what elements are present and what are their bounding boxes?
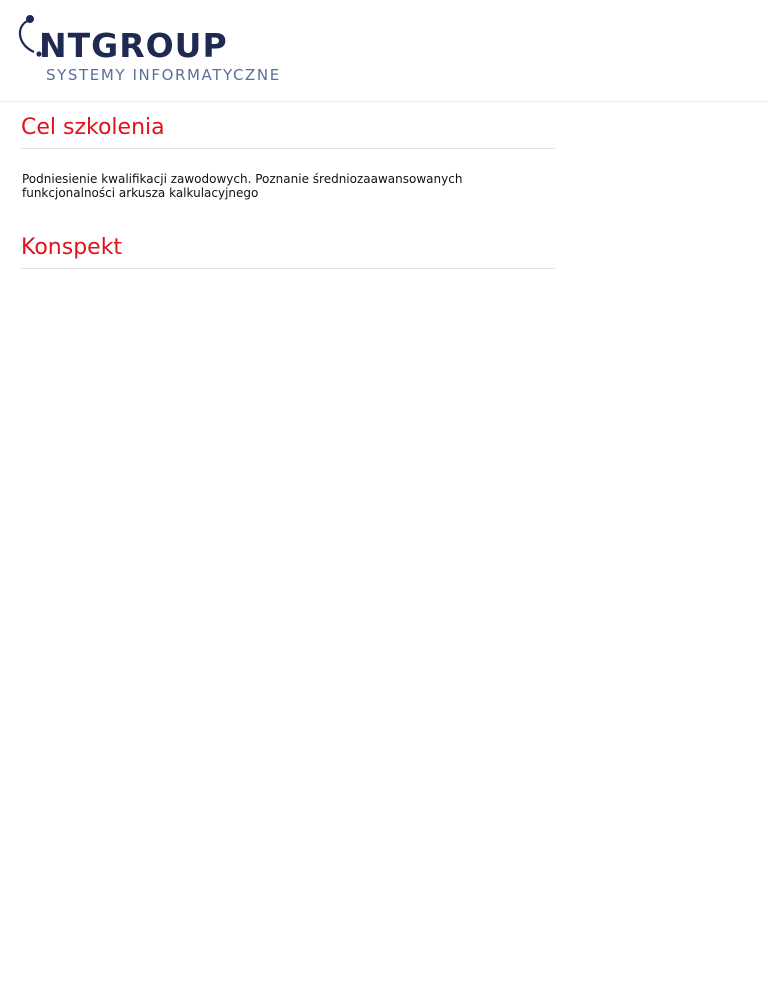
logo-subtitle: SYSTEMY INFORMATYCZNE bbox=[46, 66, 281, 84]
section-cel-szkolenia bbox=[21, 113, 555, 200]
page-header bbox=[0, 0, 768, 102]
section-title: Cel szkolenia bbox=[21, 113, 555, 149]
section-text: Podniesienie kwalifikacji zawodowych. Poznanie średniozaawansowanych funkcjonalności arkusza kalkulacyjnego bbox=[22, 172, 463, 200]
section-konspekt bbox=[21, 233, 555, 269]
logo-dot-icon bbox=[26, 15, 34, 23]
logo-orbit-icon bbox=[20, 20, 34, 52]
logo-graphic bbox=[16, 14, 316, 86]
company-logo bbox=[16, 14, 316, 86]
main-content bbox=[21, 113, 555, 269]
logo-wordmark: NTGROUP bbox=[39, 26, 228, 65]
section-title: Konspekt bbox=[21, 233, 555, 269]
